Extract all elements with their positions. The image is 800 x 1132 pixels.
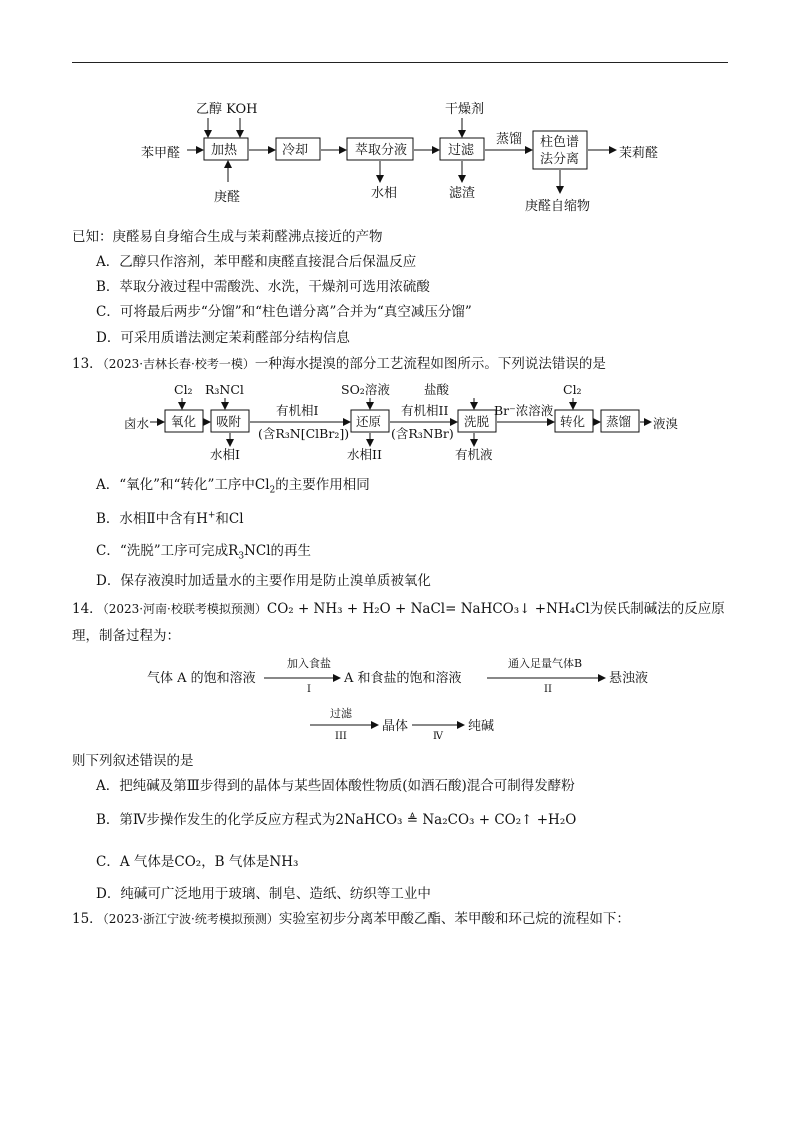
- q13-number: 13．: [72, 356, 103, 372]
- q12-known: 已知：庚醛易自身缩合生成与茉莉醛沸点接近的产物: [72, 229, 383, 245]
- q14-lead: 则下列叙述错误的是: [72, 753, 194, 769]
- heat-label: 加热: [211, 143, 238, 158]
- q12-option-d[interactable]: D．可采用质谱法测定茉莉醛部分结构信息: [96, 330, 350, 346]
- org1-sub-label: (含R₃N[ClBr₂]): [258, 426, 350, 441]
- flow-diagram-bromine: [0, 378, 800, 468]
- start-benzaldehyde: 苯甲醛: [141, 146, 181, 161]
- cl2-label: Cl₂: [174, 382, 193, 397]
- filter-label: 过滤: [448, 143, 475, 158]
- flow-diagram-soda: [0, 654, 800, 744]
- byproduct-label: 庚醛自缩物: [525, 199, 591, 214]
- q15-stem: 15．（2023·浙江宁波·统考模拟预测）实验室初步分离苯甲酸乙酯、苯甲酸和环己烷的流程如下：: [72, 911, 630, 927]
- hcl-label: 盐酸: [424, 382, 450, 397]
- q13-option-b[interactable]: B．水相Ⅱ中含有H+和Cl: [96, 510, 244, 527]
- q12-option-a[interactable]: A．乙醇只作溶剂，苯甲醛和庚醛直接混合后保温反应: [96, 254, 417, 270]
- q14-option-d[interactable]: D．纯碱可广泛地用于玻璃、制皂、造纸、纺织等工业中: [96, 886, 431, 902]
- liquid-bromine-label: 液溴: [653, 416, 679, 431]
- q13-source: （2023·吉林长春·校考一模）: [102, 357, 255, 371]
- q12-option-c[interactable]: C．可将最后两步“分馏”和“柱色谱分离”合并为“真空减压分馏”: [96, 304, 472, 320]
- crystal-label: 晶体: [382, 719, 409, 734]
- q14-equation: CO₂ + NH₃ + H₂O + NaCl= NaHCO₃↓ +NH₄Cl: [266, 601, 590, 617]
- flow-diagram-jasmine: [0, 0, 800, 230]
- cool-label: 冷却: [282, 143, 309, 158]
- heptanal-label: 庚醛: [214, 190, 241, 205]
- gas-a-solution: 气体 A 的饱和溶液: [147, 671, 256, 686]
- q14-option-c[interactable]: C．A 气体是CO₂，B 气体是NH₃: [96, 854, 299, 870]
- adsorb-label: 吸附: [216, 414, 242, 429]
- q13-option-a[interactable]: A．“氧化”和“转化”工序中$Cl_2$的主要作用相同: [96, 477, 370, 496]
- brine-label: 卤水: [124, 416, 150, 431]
- step3-label: III: [335, 731, 347, 742]
- oxidize-label: 氧化: [171, 414, 197, 429]
- water1-label: 水相I: [210, 447, 240, 462]
- org1-label: 有机相I: [276, 403, 319, 418]
- suspension-label: 悬浊液: [609, 671, 649, 686]
- convert-label: 转化: [560, 414, 586, 429]
- org2-label: 有机相II: [401, 403, 449, 418]
- reagents-top-label: 乙醇 KOH: [196, 102, 258, 117]
- distill-label: 蒸馏: [496, 132, 523, 147]
- q13-stem-text: 一种海水提溴的部分工艺流程如图所示。下列说法错误的是: [254, 356, 606, 372]
- water-phase-label: 水相: [371, 186, 398, 201]
- r3ncl-label: R₃NCl: [205, 382, 244, 397]
- column-label-2: 法分离: [540, 152, 580, 167]
- q14-b-equation: 2NaHCO₃ ≜ Na₂CO₃ + CO₂↑ +H₂O: [335, 812, 577, 828]
- step4-label: Ⅳ: [433, 731, 443, 742]
- water2-label: 水相II: [347, 447, 382, 462]
- step2-label: II: [544, 684, 552, 695]
- br-solution-label: Br⁻浓溶液: [494, 403, 554, 418]
- so2-label: SO₂溶液: [341, 382, 390, 397]
- pass-gas-b-label: 通入足量气体B: [508, 657, 583, 670]
- q14-option-a[interactable]: A．把纯碱及第Ⅲ步得到的晶体与某些固体酸性物质(如酒石酸)混合可制得发酵粉: [96, 778, 575, 794]
- filter2-label: 过滤: [330, 707, 352, 720]
- q14-option-b[interactable]: B．第Ⅳ步操作发生的化学反应方程式为2NaHCO₃ ≜ Na₂CO₃ + CO₂↑ +H₂O: [96, 812, 577, 828]
- q13-option-d[interactable]: D．保存液溴时加适量水的主要作用是防止溴单质被氧化: [96, 573, 431, 589]
- q13-option-c[interactable]: C．“洗脱”工序可完成$R_3NCl$的再生: [96, 543, 312, 562]
- extract-label: 萃取分液: [355, 143, 408, 158]
- reduce-label: 还原: [356, 414, 382, 429]
- column-label-1: 柱色谱: [540, 135, 580, 150]
- product-label: 茉莉醛: [619, 146, 659, 161]
- org2-sub-label: (含R₃NBr): [391, 426, 454, 441]
- distill2-label: 蒸馏: [606, 414, 632, 429]
- drying-agent-label: 干燥剂: [445, 102, 485, 117]
- q14-stem: 14．（2023·河南·校联考模拟预测）CO₂ + NH₃ + H₂O + NaCl= NaHCO₃↓ +NH₄Cl为侯氏制碱法的反应原: [72, 601, 725, 617]
- cl2b-label: Cl₂: [563, 382, 582, 397]
- add-salt-label: 加入食盐: [287, 657, 331, 670]
- q14-stem-line2: 理，制备过程为：: [72, 628, 180, 644]
- elute-label: 洗脱: [464, 414, 490, 429]
- q12-option-b[interactable]: B．萃取分液过程中需酸洗、水洗，干燥剂可选用浓硫酸: [96, 279, 430, 295]
- step1-label: I: [307, 684, 311, 695]
- a-salt-solution: A 和食盐的饱和溶液: [344, 671, 462, 686]
- soda-label: 纯碱: [468, 719, 495, 734]
- q13-stem: [72, 355, 606, 373]
- org-liquid-label: 有机液: [455, 447, 493, 462]
- residue-label: 滤渣: [449, 186, 476, 201]
